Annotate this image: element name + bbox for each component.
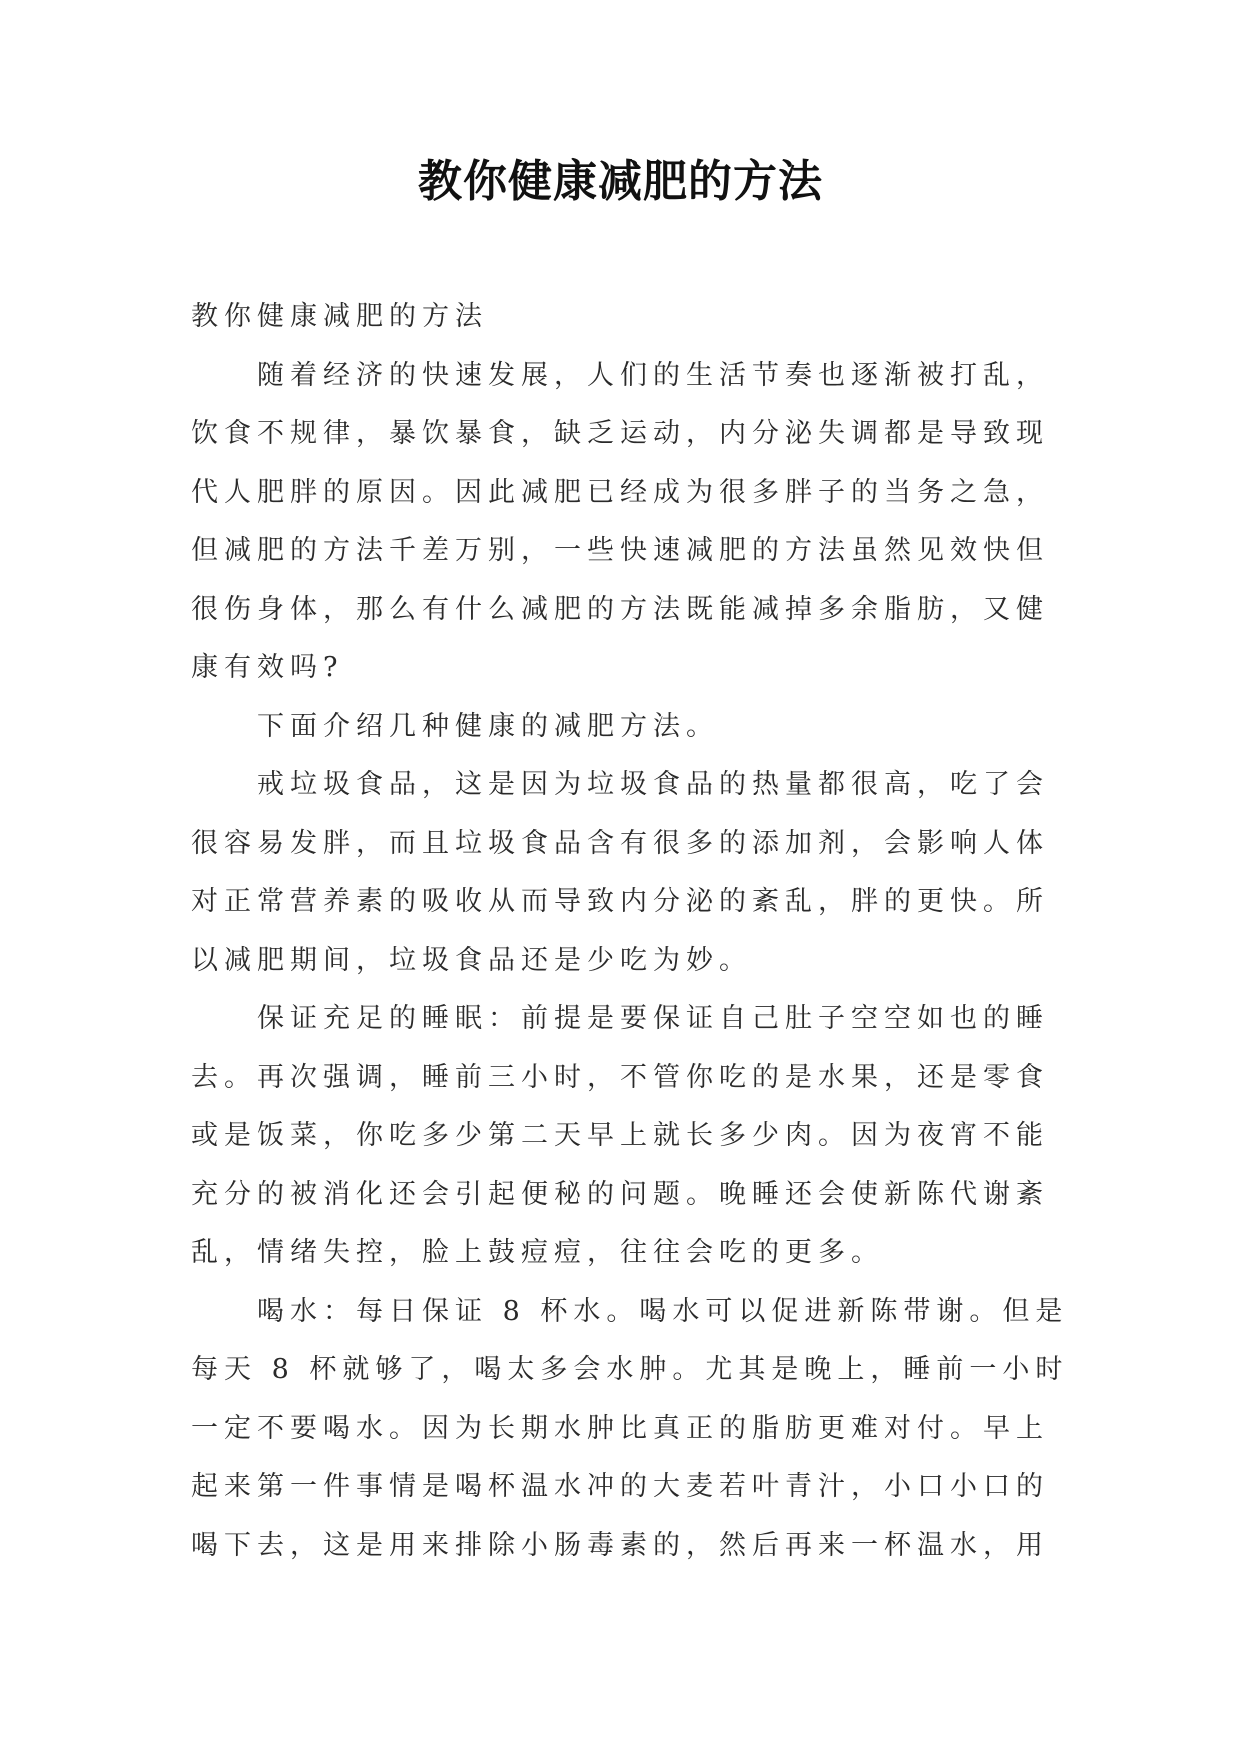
paragraph-line: 很容易发胖，而且垃圾食品含有很多的添加剂，会影响人体 — [191, 827, 1049, 859]
document-title: 教你健康减肥的方法 — [418, 156, 823, 207]
document-subtitle: 教你健康减肥的方法 — [191, 301, 488, 332]
paragraph-line: 喝下去，这是用来排除小肠毒素的，然后再来一杯温水，用 — [191, 1529, 1049, 1561]
paragraph-line: 但减肥的方法千差万别，一些快速减肥的方法虽然见效快但 — [191, 535, 1049, 566]
paragraph-line: 代人肥胖的原因。因此减肥已经成为很多胖子的当务之急， — [191, 476, 1049, 508]
paragraph-line: 或是饭菜，你吃多少第二天早上就长多少肉。因为夜宵不能 — [191, 1120, 1049, 1151]
paragraph-5 — [191, 1283, 1091, 1576]
paragraph-2 — [191, 698, 1091, 757]
paragraph-line: 下面介绍几种健康的减肥方法。 — [257, 710, 719, 742]
paragraph-line: 去。再次强调，睡前三小时，不管你吃的是水果，还是零食 — [191, 1061, 1049, 1093]
paragraph-4 — [191, 990, 1091, 1283]
paragraph-line: 对正常营养素的吸收从而导致内分泌的紊乱，胖的更快。所 — [191, 886, 1049, 917]
paragraph-line: 很伤身体，那么有什么减肥的方法既能减掉多余脂肪，又健 — [191, 593, 1049, 625]
paragraph-line: 起来第一件事情是喝杯温水冲的大麦若叶青汁，小口小口的 — [191, 1471, 1049, 1502]
paragraph-line: 康有效吗? — [191, 652, 344, 683]
paragraph-3 — [191, 756, 1091, 990]
paragraph-line: 随着经济的快速发展，人们的生活节奏也逐渐被打乱， — [257, 359, 1049, 391]
paragraph-line: 喝水：每日保证 8 杯水。喝水可以促进新陈带谢。但是 — [257, 1295, 1069, 1327]
paragraph-line: 饮食不规律，暴饮暴食，缺乏运动，内分泌失调都是导致现 — [191, 418, 1049, 449]
paragraph-1 — [191, 347, 1091, 698]
paragraph-line: 一定不要喝水。因为长期水肿比真正的脂肪更难对付。早上 — [191, 1412, 1049, 1444]
paragraph-line: 戒垃圾食品，这是因为垃圾食品的热量都很高，吃了会 — [257, 769, 1049, 800]
paragraph-line: 保证充足的睡眠：前提是要保证自己肚子空空如也的睡 — [257, 1003, 1049, 1034]
paragraph-line: 充分的被消化还会引起便秘的问题。晚睡还会使新陈代谢紊 — [191, 1178, 1049, 1210]
paragraph-line: 以减肥期间，垃圾食品还是少吃为妙。 — [191, 944, 752, 976]
paragraph-line: 每天 8 杯就够了，喝太多会水肿。尤其是晚上，睡前一小时 — [191, 1354, 1069, 1385]
paragraph-line: 乱，情绪失控，脸上鼓痘痘，往往会吃的更多。 — [191, 1237, 884, 1268]
document-body — [191, 288, 1091, 1575]
